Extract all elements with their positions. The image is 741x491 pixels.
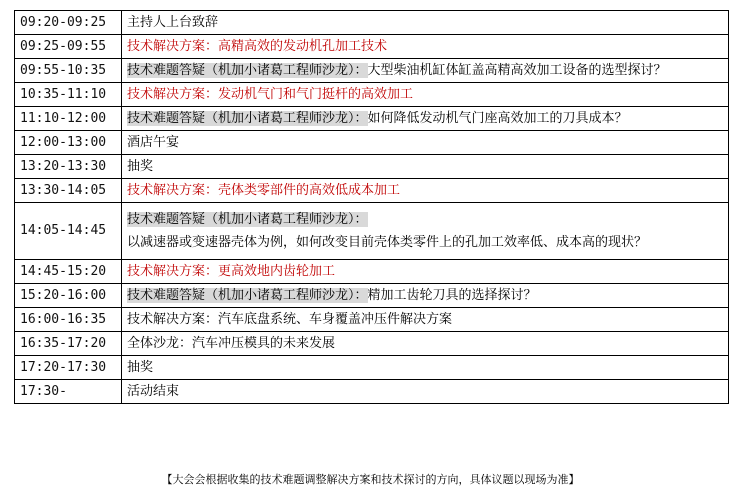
topic-cell — [122, 308, 729, 332]
time-cell: 17:20-17:30 — [15, 356, 122, 380]
table-row — [15, 83, 729, 107]
topic-cell — [122, 131, 729, 155]
topic-text: 技术解决方案：汽车底盘系统、车身覆盖冲压件解决方案 — [127, 311, 453, 327]
time-cell: 16:35-17:20 — [15, 332, 122, 356]
time-cell: 09:55-10:35 — [15, 59, 122, 83]
solution-topic-text: 技术解决方案：更高效地内齿轮加工 — [127, 263, 336, 279]
time-cell: 09:25-09:55 — [15, 35, 122, 59]
time-cell: 17:30- — [15, 380, 122, 404]
topic-cell — [122, 179, 729, 203]
table-row — [15, 155, 729, 179]
topic-text: 全体沙龙：汽车冲压模具的未来发展 — [127, 335, 336, 351]
solution-topic-text: 技术解决方案：发动机气门和气门挺杆的高效加工 — [127, 86, 414, 102]
topic-text: 以减速器或变速器壳体为例，如何改变目前壳体类零件上的孔加工效率低、成本高的现状？ — [127, 234, 648, 250]
table-row — [15, 308, 729, 332]
topic-cell — [122, 260, 729, 284]
solution-topic-text: 技术解决方案：高精高效的发动机孔加工技术 — [127, 38, 388, 54]
table-row — [15, 356, 729, 380]
time-cell: 15:20-16:00 — [15, 284, 122, 308]
topic-text: 精加工齿轮刀具的选择探讨？ — [367, 287, 537, 303]
topic-cell — [122, 284, 729, 308]
qa-session-label: 技术难题答疑（机加小诸葛工程师沙龙）： — [127, 287, 368, 303]
time-cell: 16:00-16:35 — [15, 308, 122, 332]
topic-cell — [122, 59, 729, 83]
agenda-body — [15, 11, 729, 404]
topic-cell — [122, 356, 729, 380]
table-row — [15, 59, 729, 83]
qa-session-label: 技术难题答疑（机加小诸葛工程师沙龙）： — [127, 62, 368, 78]
table-row — [15, 35, 729, 59]
table-row — [15, 284, 729, 308]
qa-session-label: 技术难题答疑（机加小诸葛工程师沙龙）： — [127, 110, 368, 126]
topic-cell — [122, 155, 729, 179]
time-cell: 13:30-14:05 — [15, 179, 122, 203]
qa-session-label: 技术难题答疑（机加小诸葛工程师沙龙）： — [127, 211, 368, 227]
topic-text: 抽奖 — [127, 158, 154, 174]
topic-cell — [122, 107, 729, 131]
time-cell: 12:00-13:00 — [15, 131, 122, 155]
table-row — [15, 332, 729, 356]
topic-cell — [122, 203, 729, 260]
topic-cell — [122, 83, 729, 107]
time-cell: 14:45-15:20 — [15, 260, 122, 284]
table-row — [15, 179, 729, 203]
topic-cell — [122, 380, 729, 404]
topic-cell — [122, 11, 729, 35]
topic-text: 大型柴油机缸体缸盖高精高效加工设备的选型探讨？ — [367, 62, 667, 78]
solution-topic-text: 技术解决方案：壳体类零部件的高效低成本加工 — [127, 182, 401, 198]
table-row — [15, 107, 729, 131]
time-cell: 09:20-09:25 — [15, 11, 122, 35]
topic-text: 活动结束 — [127, 383, 180, 399]
time-cell: 11:10-12:00 — [15, 107, 122, 131]
topic-text: 如何降低发动机气门座高效加工的刀具成本？ — [367, 110, 628, 126]
topic-text: 抽奖 — [127, 359, 154, 375]
time-cell: 10:35-11:10 — [15, 83, 122, 107]
table-row — [15, 131, 729, 155]
time-cell: 13:20-13:30 — [15, 155, 122, 179]
time-cell: 14:05-14:45 — [15, 203, 122, 260]
topic-cell — [122, 332, 729, 356]
table-row — [15, 11, 729, 35]
table-row — [15, 203, 729, 260]
topic-text: 主持人上台致辞 — [127, 14, 219, 30]
agenda-table — [14, 10, 729, 404]
agenda-footnote: 【大会会根据收集的技术难题调整解决方案和技术探讨的方向，具体议题以现场为准】 — [161, 473, 580, 486]
table-row — [15, 380, 729, 404]
topic-text: 酒店午宴 — [127, 134, 180, 150]
table-row — [15, 260, 729, 284]
topic-cell — [122, 35, 729, 59]
